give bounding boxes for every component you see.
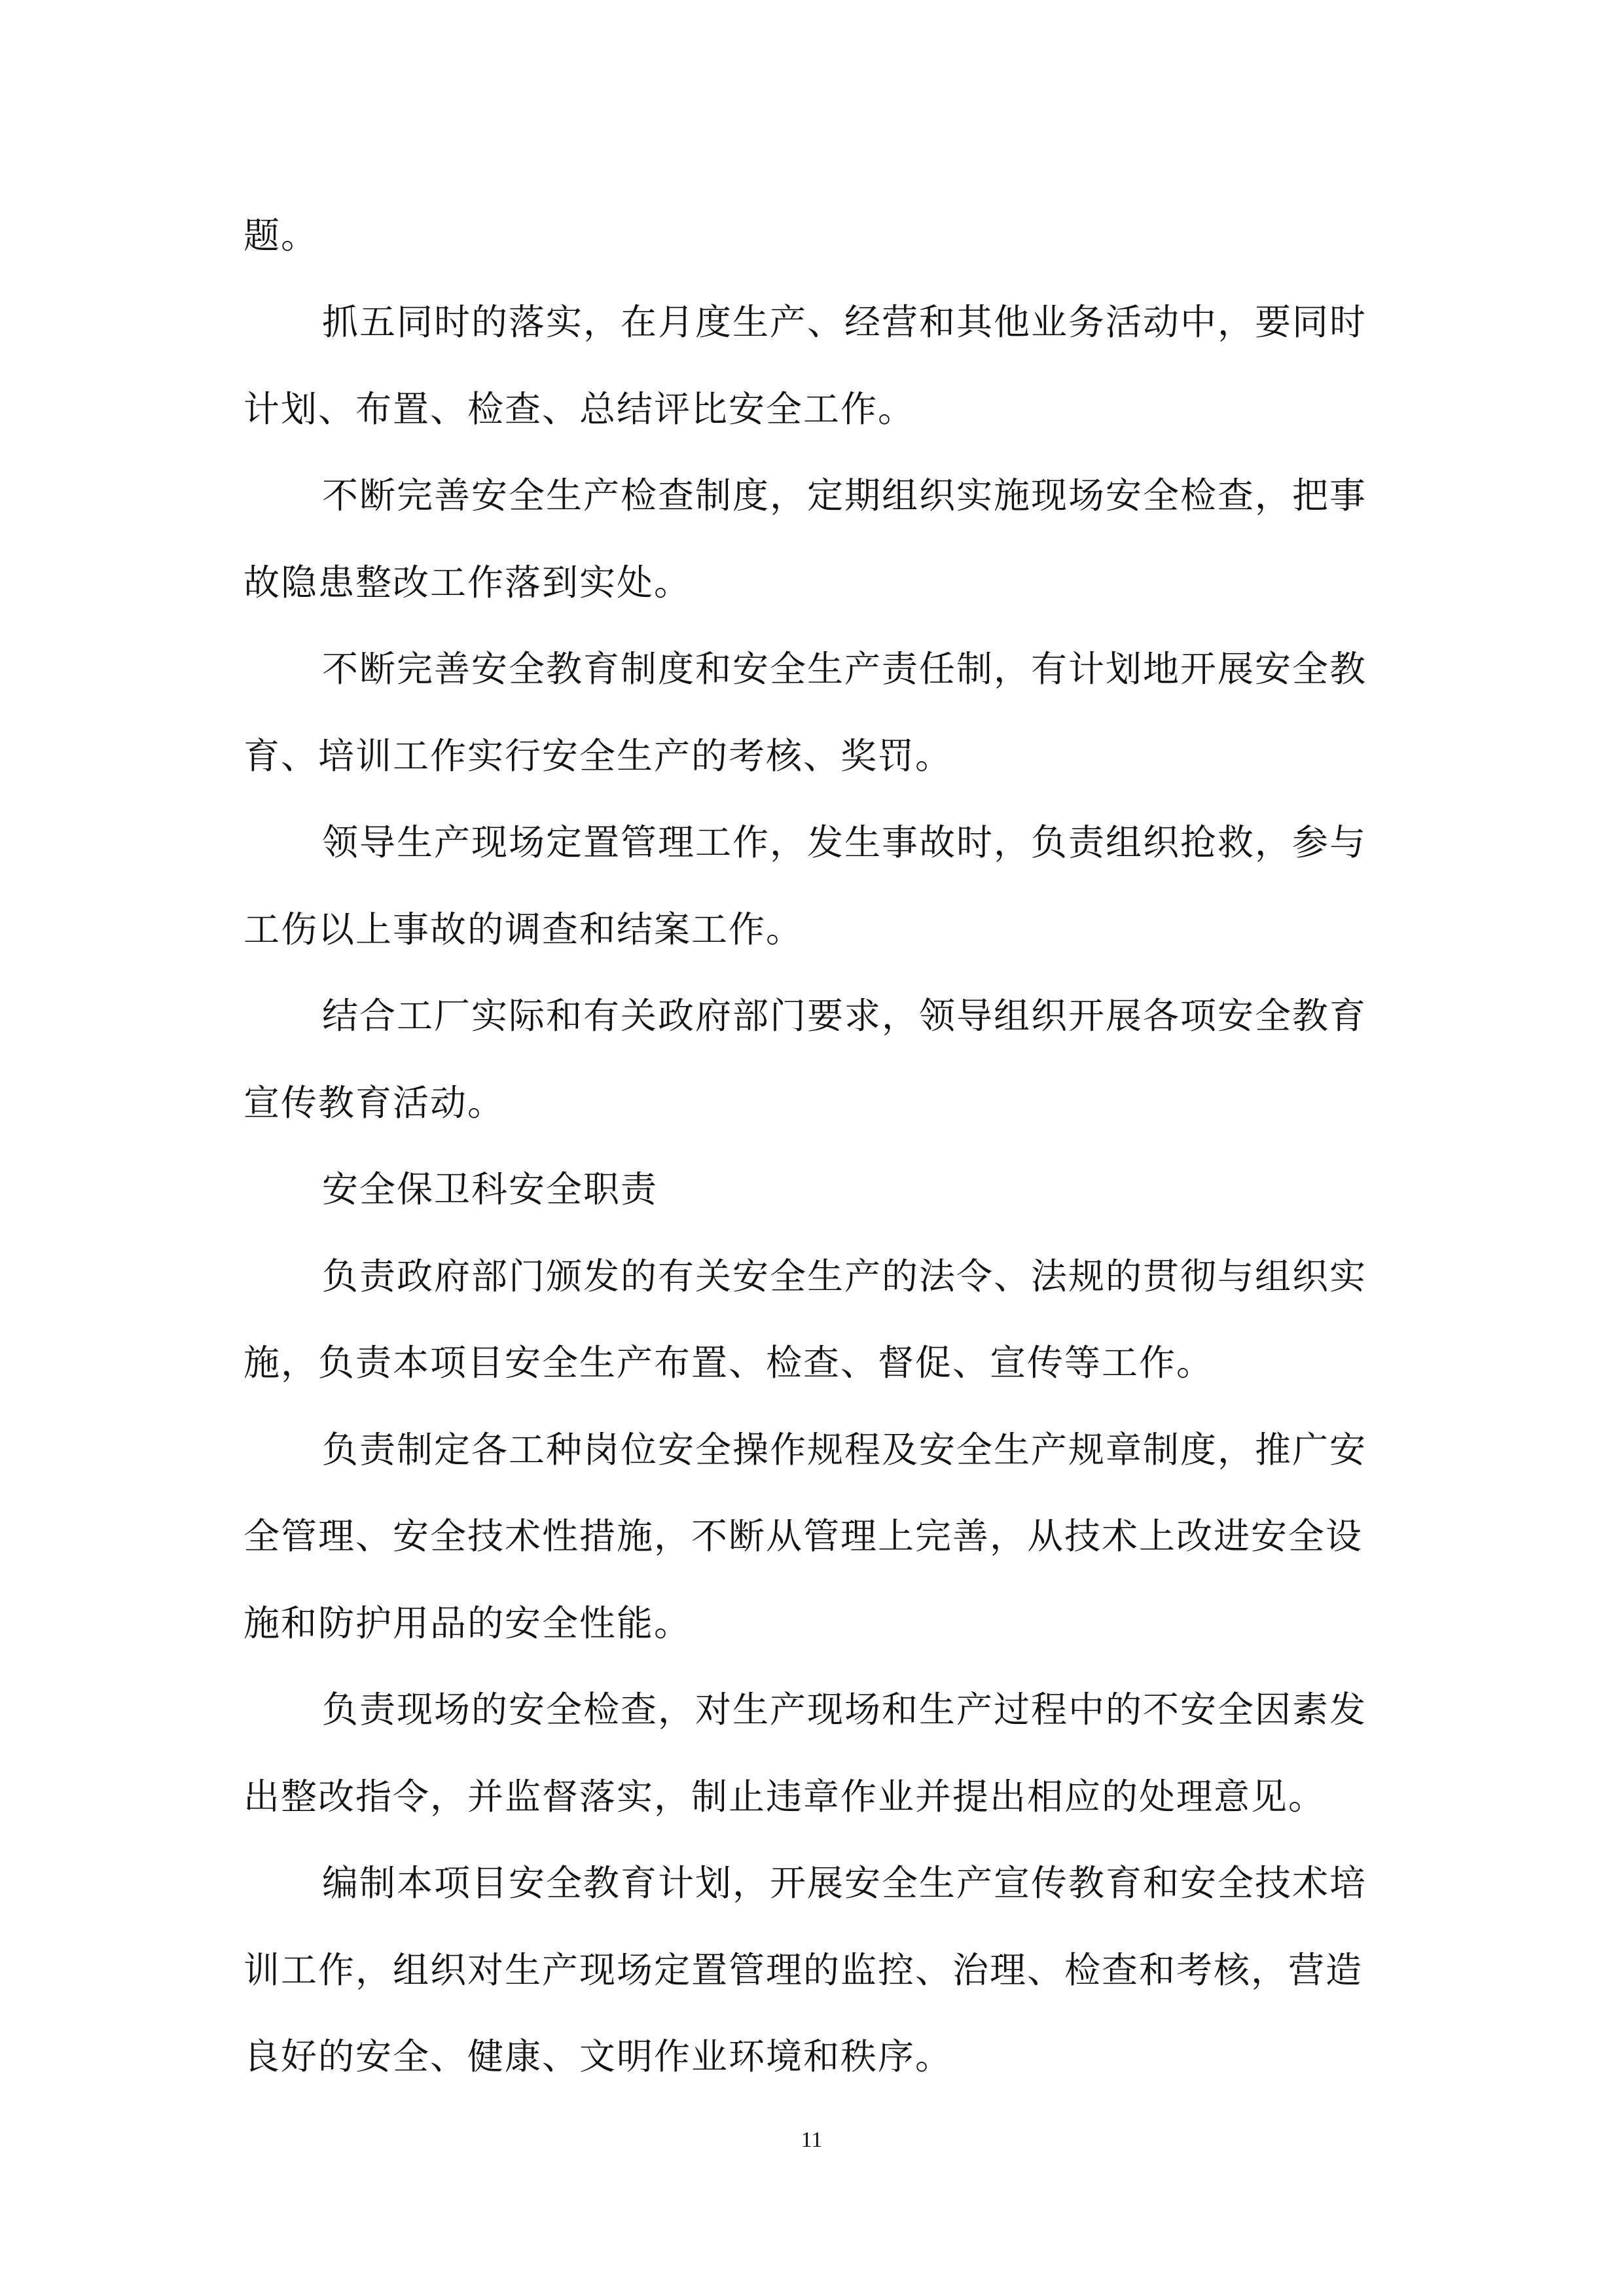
section-heading: 安全保卫科安全职责	[322, 1168, 659, 1210]
text-line: 抓五同时的落实，在月度生产、经营和其他业务活动中，要同时	[322, 301, 1367, 343]
text-line: 不断完善安全生产检查制度，定期组织实施现场安全检查，把事	[322, 475, 1367, 516]
text-line: 结合工厂实际和有关政府部门要求，领导组织开展各项安全教育	[322, 995, 1367, 1037]
text-line: 编制本项目安全教育计划，开展安全生产宣传教育和安全技术培	[322, 1862, 1367, 1904]
text-line: 出整改指令，并监督落实，制止违章作业并提出相应的处理意见。	[244, 1776, 1326, 1818]
text-line: 领导生产现场定置管理工作，发生事故时，负责组织抢救，参与	[322, 821, 1367, 863]
text-line: 全管理、安全技术性措施，不断从管理上完善，从技术上改进安全设	[244, 1515, 1363, 1557]
text-line: 工伤以上事故的调查和结案工作。	[244, 908, 804, 950]
text-line: 施，负责本项目安全生产布置、检查、督促、宣传等工作。	[244, 1342, 1214, 1384]
page-number: 11	[801, 2128, 823, 2152]
text-line: 施和防护用品的安全性能。	[244, 1602, 692, 1644]
text-line: 计划、布置、检查、总结评比安全工作。	[244, 388, 916, 430]
text-line: 故隐患整改工作落到实处。	[244, 562, 692, 603]
text-line: 训工作，组织对生产现场定置管理的监控、治理、检查和考核，营造	[244, 1949, 1363, 1991]
text-line: 不断完善安全教育制度和安全生产责任制，有计划地开展安全教	[322, 648, 1367, 690]
text-line: 育、培训工作实行安全生产的考核、奖罚。	[244, 735, 953, 777]
text-line: 负责政府部门颁发的有关安全生产的法令、法规的贯彻与组织实	[322, 1255, 1367, 1297]
text-line: 负责制定各工种岗位安全操作规程及安全生产规章制度，推广安	[322, 1429, 1367, 1471]
text-line: 宣传教育活动。	[244, 1082, 505, 1124]
text-line: 良好的安全、健康、文明作业环境和秩序。	[244, 2036, 953, 2077]
text-line: 负责现场的安全检查，对生产现场和生产过程中的不安全因素发	[322, 1689, 1367, 1731]
text-line: 题。	[244, 215, 319, 257]
